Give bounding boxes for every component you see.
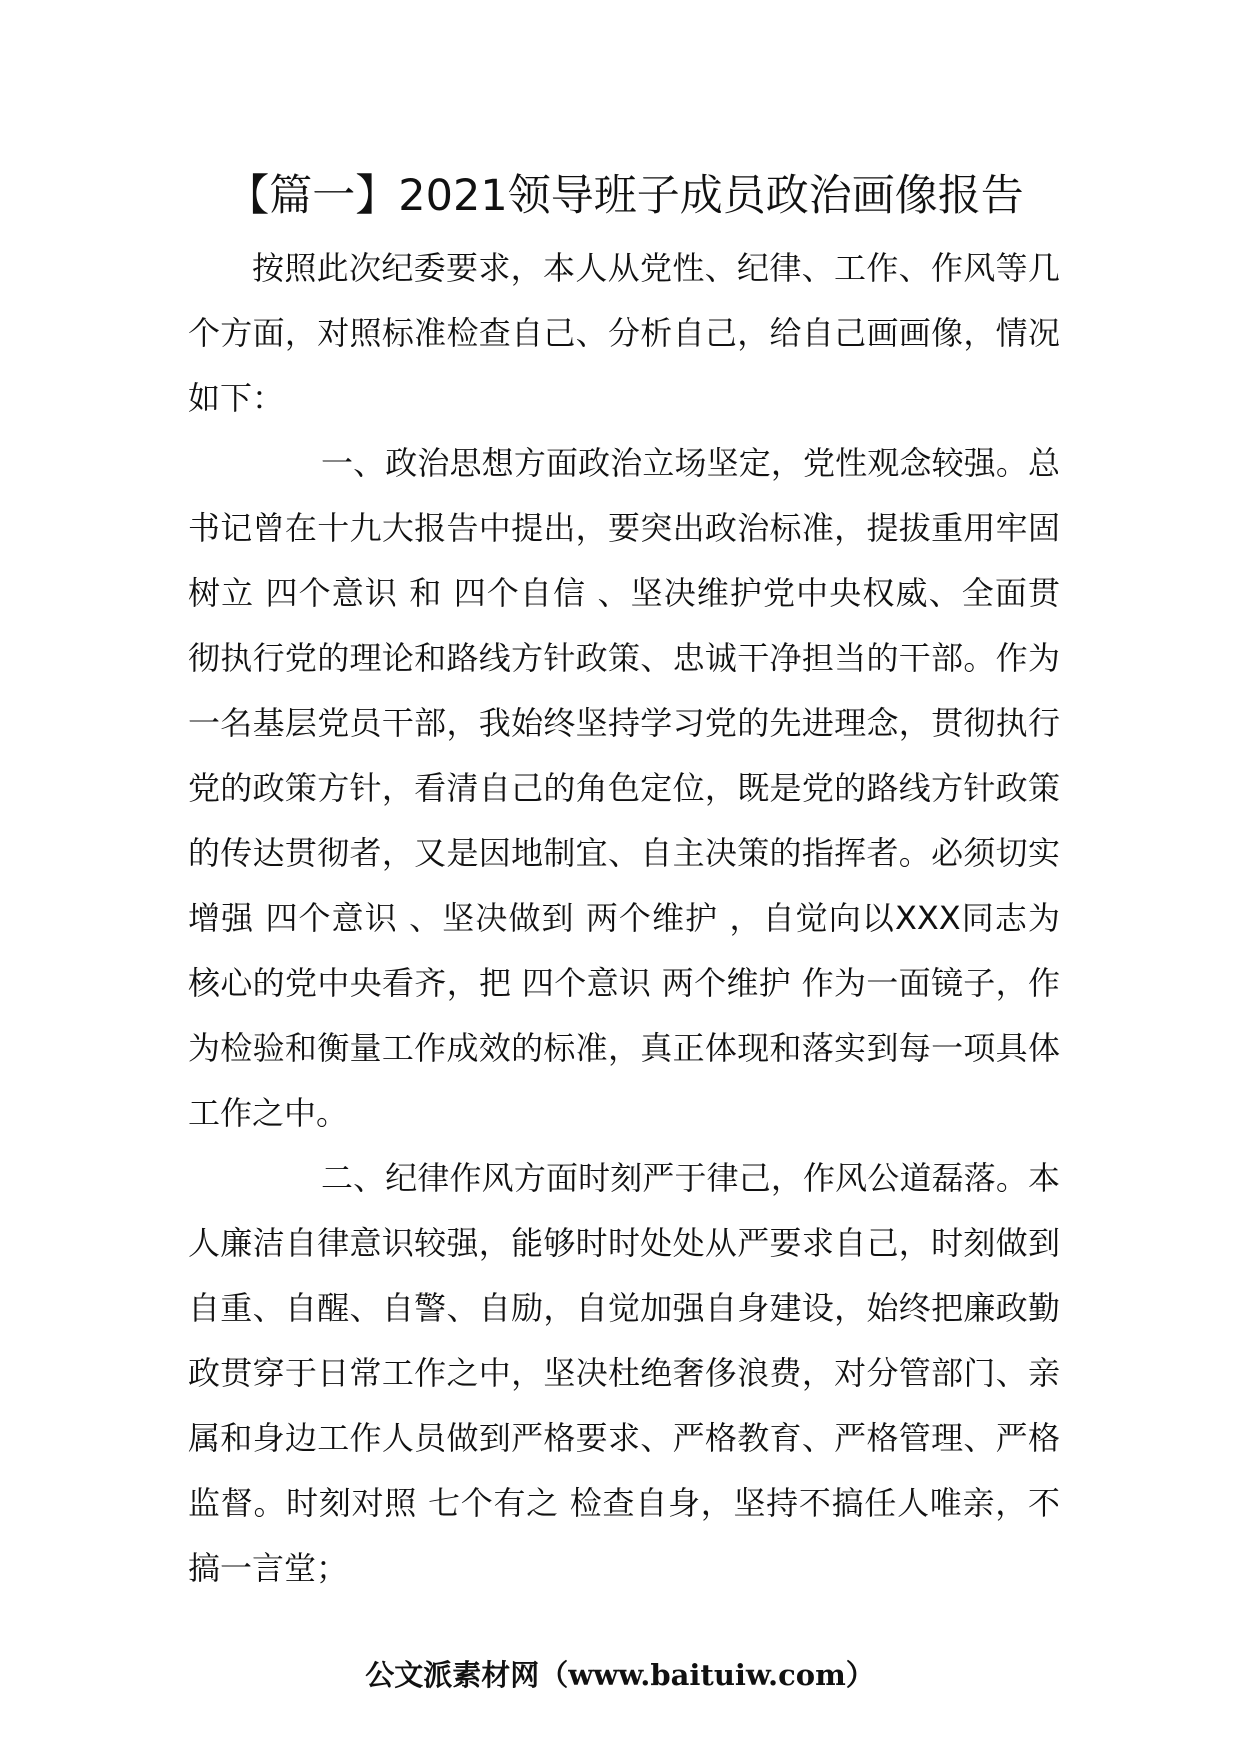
document-body	[188, 236, 1060, 1601]
document-title: 【篇一】2021领导班子成员政治画像报告	[226, 171, 1024, 221]
section-one-paragraph: 一、政治思想方面政治立场坚定，党性观念较强。总书记曾在十九大报告中提出，要突出政治标准，提拔重用牢固树立 四个意识 和 四个自信 、坚决维护党中央权威、全面贯彻执行党的理论和路线方针政策、忠诚干净担当的干部。作为一名基层党员干部，我始终坚持学习党的先进理念，贯彻执行党的政策方针，看清自己的角色定位，既是党的路线方针政策的传达贯彻者，又是因地制宜、自主决策的指挥者。必须切实增强 四个意识 、坚决做到 两个维护 ，自觉向以XXX同志为核心的党中央看齐，把 四个意识 两个维护 作为一面镜子，作为检验和衡量工作成效的标准，真正体现和落实到每一项具体工作之中。	[188, 444, 1060, 1132]
page-footer	[0, 1655, 1240, 1695]
intro-paragraph: 按照此次纪委要求，本人从党性、纪律、工作、作风等几个方面，对照标准检查自己、分析自己，给自己画画像，情况如下：	[188, 249, 1060, 417]
footer-site-name: 公文派素材网	[365, 1658, 540, 1692]
footer-url: （www.baituiw.com）	[539, 1658, 875, 1692]
section-two-paragraph: 二、纪律作风方面时刻严于律己，作风公道磊落。本人廉洁自律意识较强，能够时时处处从严要求自己，时刻做到自重、自醒、自警、自励，自觉加强自身建设，始终把廉政勤政贯穿于日常工作之中，坚决杜绝奢侈浪费，对分管部门、亲属和身边工作人员做到严格要求、严格教育、严格管理、严格监督。时刻对照 七个有之 检查自身，坚持不搞任人唯亲，不搞一言堂；	[188, 1159, 1060, 1587]
